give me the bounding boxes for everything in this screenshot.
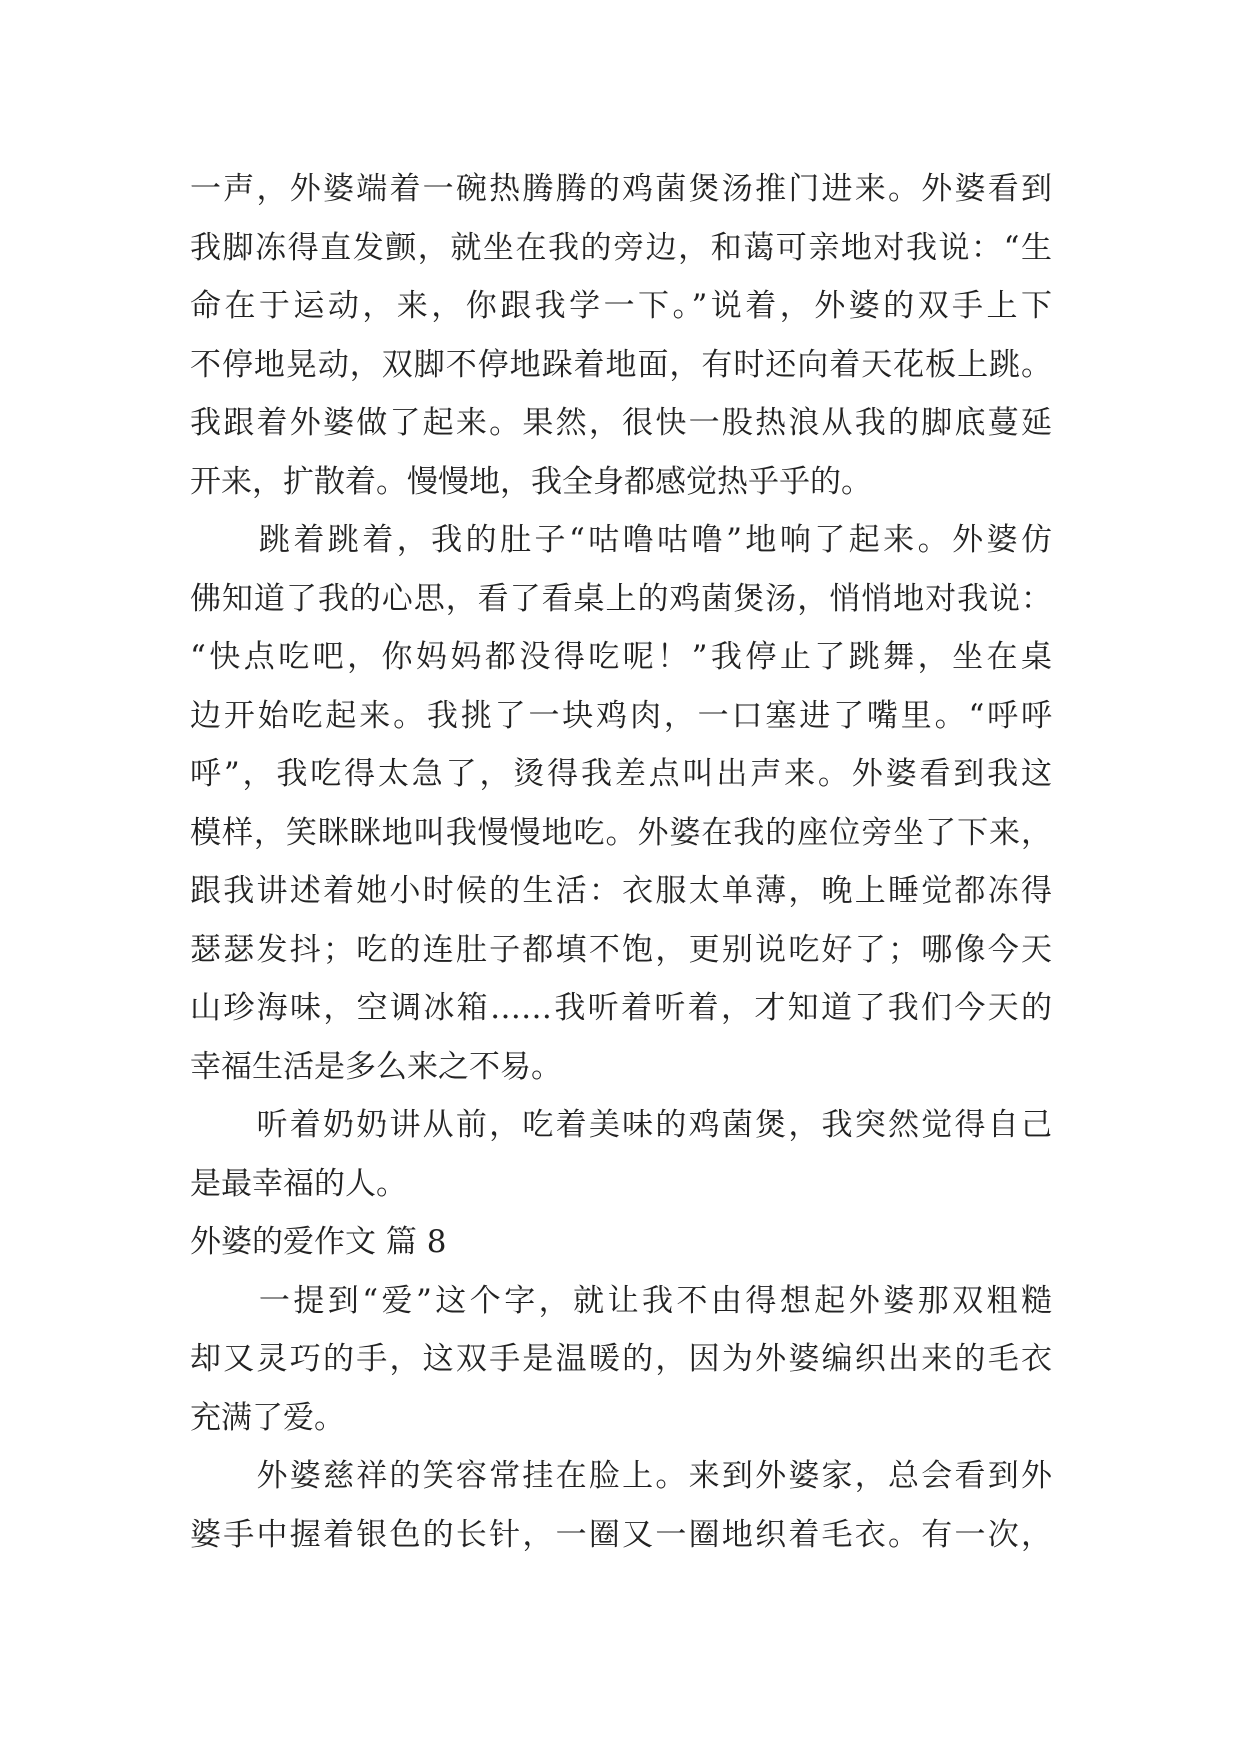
text-line: 跟我讲述着她小时候的生活：衣服太单薄，晚上睡觉都冻得	[190, 873, 1052, 909]
text-line: 外婆慈祥的笑容常挂在脸上。来到外婆家，总会看到外	[190, 1458, 1052, 1494]
text-line: 佛知道了我的心思，看了看桌上的鸡菌煲汤，悄悄地对我说：	[190, 580, 1052, 617]
text-line: 听着奶奶讲从前，吃着美味的鸡菌煲，我突然觉得自己	[190, 1107, 1052, 1143]
text-line: 跳着跳着，我的肚子“咕噜咕噜”地响了起来。外婆仿	[190, 522, 1052, 558]
text-line: 开来，扩散着。慢慢地，我全身都感觉热乎乎的。	[190, 463, 872, 500]
text-line: “快点吃吧，你妈妈都没得吃呢！”我停止了跳舞，坐在桌	[190, 639, 1052, 675]
text-line: 一声，外婆端着一碗热腾腾的鸡菌煲汤推门进来。外婆看到	[190, 171, 1052, 207]
text-line: 一提到“爱”这个字，就让我不由得想起外婆那双粗糙	[190, 1282, 1052, 1319]
text-line: 幸福生活是多么来之不易。	[190, 1048, 562, 1085]
section-heading: 外婆的爱作文 篇 8	[190, 1224, 447, 1260]
text-line: 边开始吃起来。我挑了一块鸡肉，一口塞进了嘴里。“呼呼	[190, 697, 1052, 734]
text-line: 充满了爱。	[190, 1399, 345, 1436]
text-line: 模样，笑眯眯地叫我慢慢地吃。外婆在我的座位旁坐了下来，	[190, 814, 1052, 851]
text-line: 婆手中握着银色的长针，一圈又一圈地织着毛衣。有一次，	[190, 1516, 1052, 1553]
text-line: 是最幸福的人。	[190, 1165, 407, 1202]
text-line: 却又灵巧的手，这双手是温暖的，因为外婆编织出来的毛衣	[190, 1341, 1052, 1377]
text-line: 不停地晃动，双脚不停地跺着地面，有时还向着天花板上跳。	[190, 346, 1052, 383]
text-line: 山珍海味，空调冰箱……我听着听着，才知道了我们今天的	[190, 990, 1052, 1026]
text-line: 我跟着外婆做了起来。果然，很快一股热浪从我的脚底蔓延	[190, 405, 1052, 441]
text-line: 呼”，我吃得太急了，烫得我差点叫出声来。外婆看到我这	[190, 756, 1052, 792]
text-line: 瑟瑟发抖；吃的连肚子都填不饱，更别说吃好了；哪像今天	[190, 931, 1052, 968]
essay-body	[190, 160, 1052, 1564]
text-line: 命在于运动，来，你跟我学一下。”说着，外婆的双手上下	[190, 288, 1052, 324]
text-line: 我脚冻得直发颤，就坐在我的旁边，和蔼可亲地对我说：“生	[190, 229, 1052, 266]
